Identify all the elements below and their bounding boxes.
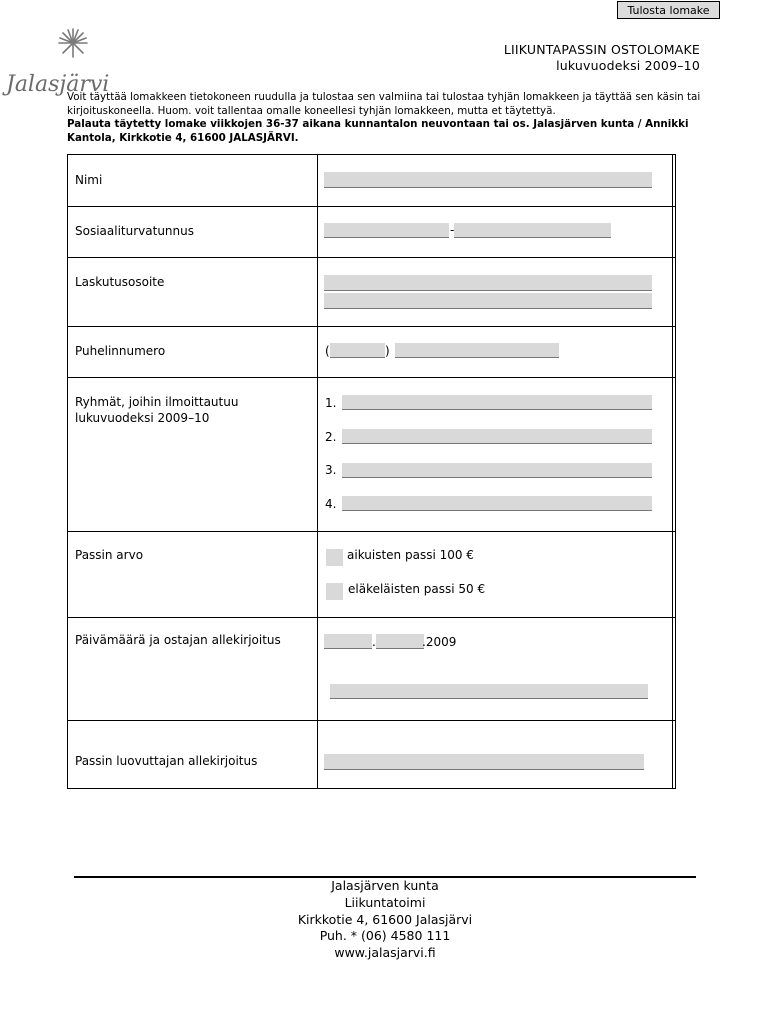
groups-label-line1: Ryhmät, joihin ilmoittautuu (75, 395, 239, 409)
row-divider (68, 257, 675, 258)
issuer-signature-field[interactable] (324, 754, 644, 770)
date-signature-label: Päivämäärä ja ostajan allekirjoitus (75, 633, 281, 647)
pass-value-label: Passin arvo (75, 548, 144, 562)
group-4-number: 4. (325, 497, 337, 511)
row-divider (68, 617, 675, 618)
return-instructions: Palauta täytetty lomake viikkojen 36-37 aikana kunnantalon neuvontaan tai os. Jalasjärven kunta / Annikki Kantola, Kirkkotie 4, 61600 JALASJÄRVI. (67, 118, 689, 144)
row-divider (68, 720, 675, 721)
senior-pass-label: eläkeläisten passi 50 € (348, 582, 486, 596)
footer-phone: Puh. * (06) 4580 111 (319, 928, 451, 944)
buyer-signature-field[interactable] (330, 684, 648, 699)
address-label: Laskutusosoite (75, 275, 165, 289)
form-title-block (504, 42, 700, 74)
form-title: LIIKUNTAPASSIN OSTOLOMAKE (503, 42, 700, 57)
footer-contact (185, 878, 585, 962)
group-4-field[interactable] (342, 496, 652, 511)
footer-address: Kirkkotie 4, 61600 Jalasjärvi (297, 911, 473, 927)
address-line1-field[interactable] (324, 275, 652, 291)
footer-website: www.jalasjarvi.fi (334, 945, 436, 961)
ssn-separator: - (450, 223, 455, 237)
group-2-number: 2. (325, 430, 337, 444)
form-subtitle: lukuvuodeksi 2009–10 (556, 58, 700, 73)
footer-department: Liikuntatoimi (344, 894, 426, 910)
row-divider (68, 531, 675, 532)
name-label: Nimi (75, 173, 103, 187)
group-3-number: 3. (325, 463, 337, 477)
senior-pass-checkbox[interactable] (326, 583, 343, 600)
print-form-button[interactable]: Tulosta lomake (617, 1, 720, 19)
row-divider (68, 377, 675, 378)
ssn-label: Sosiaaliturvatunnus (75, 224, 194, 238)
phone-close-paren: ) (385, 344, 390, 358)
ssn-suffix-field[interactable] (454, 223, 611, 238)
adult-pass-checkbox[interactable] (326, 549, 343, 566)
date-dot: . (372, 635, 376, 649)
group-1-field[interactable] (342, 395, 652, 410)
row-divider (68, 206, 675, 207)
group-1-number: 1. (325, 396, 337, 410)
order-form-table (67, 154, 676, 789)
column-divider (317, 155, 318, 788)
groups-label (75, 394, 238, 426)
date-year: .2009 (422, 635, 457, 649)
instructions (67, 91, 727, 145)
row-divider (68, 326, 675, 327)
date-month-field[interactable] (376, 634, 424, 649)
footer-municipality: Jalasjärven kunta (331, 878, 439, 893)
phone-number-field[interactable] (395, 343, 559, 358)
address-line2-field[interactable] (324, 293, 652, 309)
jalasjarvi-logo (4, 26, 114, 97)
group-2-field[interactable] (342, 429, 652, 444)
group-3-field[interactable] (342, 463, 652, 478)
phone-label: Puhelinnumero (75, 344, 166, 358)
adult-pass-label: aikuisten passi 100 € (347, 548, 474, 562)
sunburst-icon (56, 26, 90, 60)
ssn-birthdate-field[interactable] (324, 223, 449, 238)
logo-wordmark: Jalasjärvi (6, 72, 110, 97)
name-field[interactable] (324, 172, 652, 188)
date-day-field[interactable] (324, 634, 372, 649)
issuer-signature-label: Passin luovuttajan allekirjoitus (75, 754, 258, 768)
instructions-text: Voit täyttää lomakkeen tietokoneen ruudulla ja tulostaa sen valmiina tai tulostaa tyhjän lomakkeen ja täyttää sen käsin tai kirjoituskoneella. Huom. voit tallentaa omalle koneellesi tyhjän lomakkeen, mutta et täytettyä. (67, 91, 701, 117)
groups-label-line2: lukuvuodeksi 2009–10 (75, 411, 210, 425)
phone-area-code-field[interactable] (330, 343, 385, 358)
phone-open-paren: ( (325, 344, 330, 358)
